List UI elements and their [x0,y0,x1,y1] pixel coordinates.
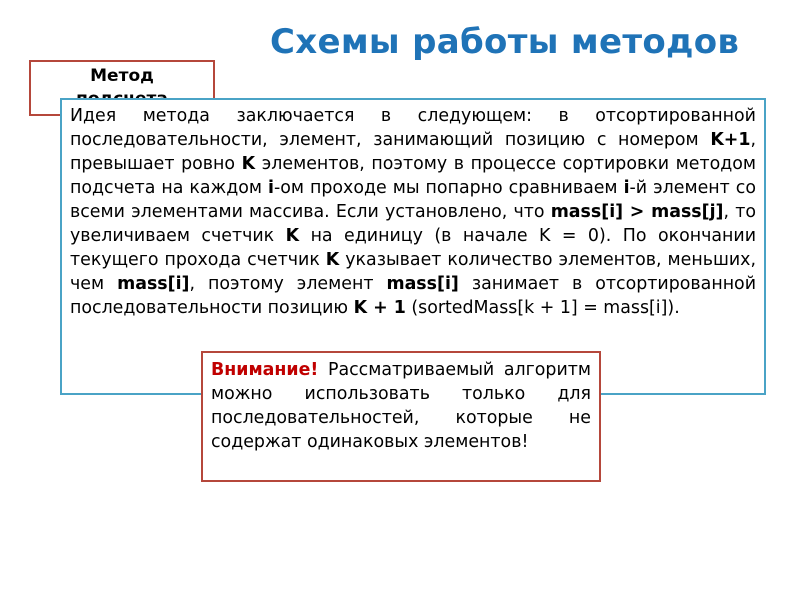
desc-bold-3: i [268,178,274,198]
desc-bold-1: K+1 [710,130,751,150]
desc-text-8: указывает количество элементов, меньших, чем [70,250,756,294]
warning-text: Рассматриваемый алгоритм можно использовать только для последовательностей, которые не содержат одинаковых элементов! [211,360,591,452]
desc-bold-9: mass[i] [386,274,459,294]
desc-text-9: , поэтому элемент [189,274,387,294]
desc-bold-4: i [623,178,630,198]
desc-bold-6: K [285,226,300,246]
desc-text-7: на единицу (в начале K = 0). По окончании текущего прохода счетчик [70,226,756,270]
desc-bold-5: mass[i] > mass[j] [550,202,724,222]
desc-bold-8: mass[i] [117,274,190,294]
desc-bold-7: K [325,250,340,270]
desc-text-10: занимает в отсортированной последовательности позицию [70,274,757,318]
desc-text-5: -й элемент со всеми элементами массива. Если установлено, что [70,178,756,222]
desc-text-2: , превышает ровно [70,130,756,174]
desc-text-11: (sortedMass[k + 1] = mass[i]). [405,298,680,318]
warning-box [201,351,601,482]
desc-text-1: Идея метода заключается в следующем: в отсортированной последовательности, элемент, занимающий позицию с номером [70,106,756,150]
desc-text-6: , то увеличиваем счетчик [70,202,756,246]
method-label-line1: Метод [90,66,154,86]
desc-bold-2: K [241,154,256,174]
desc-bold-10: K + 1 [353,298,406,318]
desc-text-3: элементов, поэтому в процессе сортировки методом подсчета на каждом [70,154,757,198]
slide-title: Схемы работы методов [270,22,740,62]
warning-label: Внимание! [211,360,319,380]
desc-text-4: -ом проходе мы попарно сравниваем [273,178,624,198]
